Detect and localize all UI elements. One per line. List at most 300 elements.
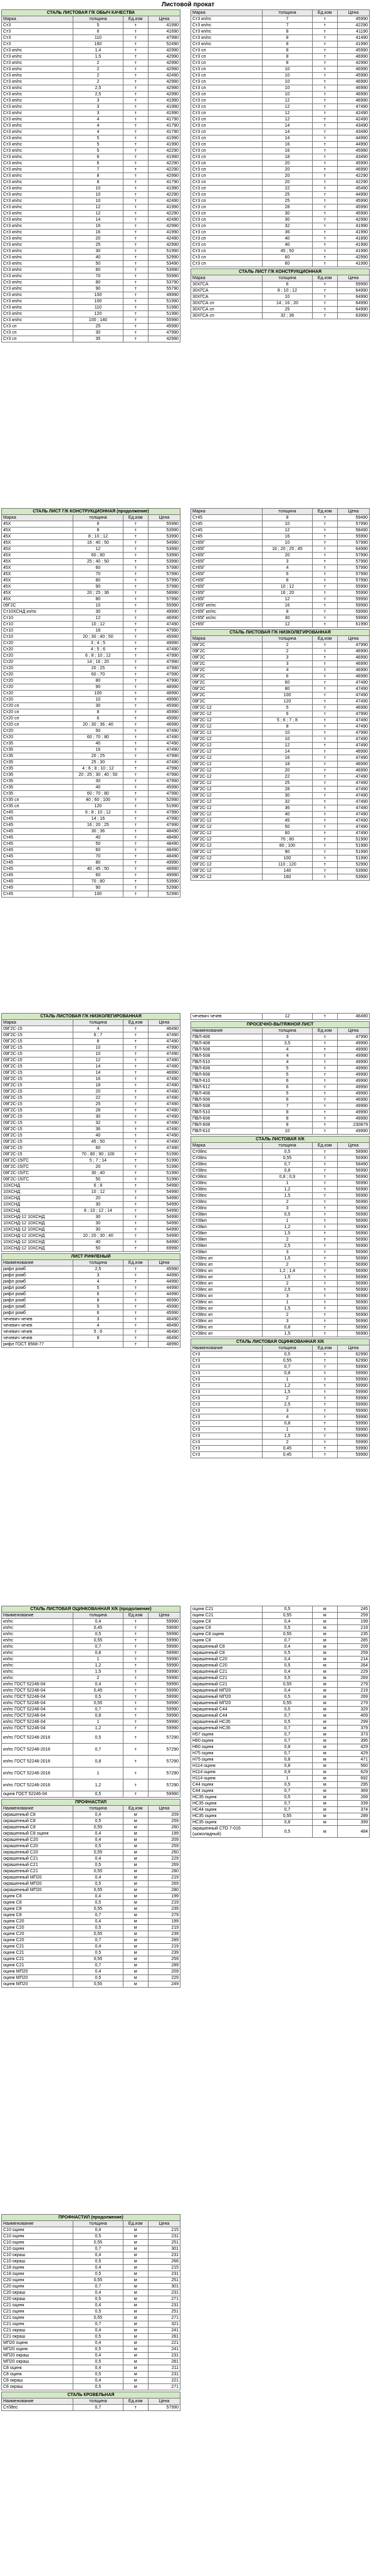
cell-thickness: 18 xyxy=(263,154,313,161)
table-row xyxy=(191,1370,370,1377)
cell-grade: Ст10 xyxy=(2,634,73,640)
cell-grade: кп/пс ГОСТ 52246-2016 xyxy=(2,1779,73,1791)
cell-thickness: 30 xyxy=(73,1221,123,1227)
cell-grade: оцинк С21 xyxy=(2,1963,73,1969)
cell-price: 59990 xyxy=(337,1408,369,1414)
cell-unit: т xyxy=(123,305,148,311)
cell-price: 47490 xyxy=(148,647,180,653)
cell-grade: Ст35 xyxy=(2,778,73,785)
table-row xyxy=(191,1725,370,1732)
cell-unit: т xyxy=(312,179,337,186)
cell-thickness: 100 xyxy=(73,891,123,898)
cell-price: 56990 xyxy=(337,1224,369,1231)
cell-grade: 09Г2С-12 xyxy=(191,718,263,724)
cell-unit: т xyxy=(123,622,148,628)
cell-grade: Ст3 кп/пс xyxy=(2,104,73,110)
cell-grade: 10ХСНД-12 10ХСНД xyxy=(2,1246,73,1252)
table-row xyxy=(191,1383,370,1389)
cell-thickness: 7 xyxy=(263,1103,313,1110)
cell-grade: Ст3 сп xyxy=(191,66,263,73)
cell-grade: Ст3 xyxy=(2,41,73,48)
cell-grade: кп/пс xyxy=(2,1663,73,1669)
table-row xyxy=(2,1956,180,1963)
table-row xyxy=(191,41,370,48)
cell-unit: м xyxy=(123,1900,148,1906)
cell-thickness: 10 xyxy=(263,521,313,527)
cell-grade: Ст3 кп/пс xyxy=(2,117,73,123)
table-row xyxy=(2,54,180,60)
table-row xyxy=(2,816,180,822)
table-row xyxy=(2,728,180,734)
cell-unit: м xyxy=(312,1820,337,1826)
cell-grade: МП20 окраш xyxy=(2,2359,73,2365)
cell-grade: Ст20 сп xyxy=(2,722,73,728)
cell-unit: т xyxy=(312,1452,337,1458)
cell-thickness: 14 xyxy=(73,217,123,223)
cell-price: 231 xyxy=(148,2290,180,2296)
cell-thickness: 80 ; 100 xyxy=(263,843,313,849)
section-title: ПРОФНАСТИЛ xyxy=(2,1799,180,1806)
cell-grade: Ст08пс кп xyxy=(191,1325,263,1331)
cell-grade: ПВЛ-508 xyxy=(191,1053,263,1059)
cell-thickness: 5 xyxy=(73,142,123,148)
cell-thickness: 0,4 xyxy=(73,1944,123,1950)
cell-grade: 09Г2С-15 xyxy=(2,1126,73,1133)
cell-unit: т xyxy=(123,1183,148,1189)
table-row xyxy=(191,1820,370,1826)
table-row xyxy=(2,1950,180,1956)
cell-price: 41990 xyxy=(148,154,180,161)
table-row xyxy=(2,242,180,248)
cell-unit: т xyxy=(123,1285,148,1291)
table-row xyxy=(2,879,180,885)
cell-grade: окрашенный МП20 xyxy=(2,1881,73,1887)
table-row xyxy=(191,571,370,578)
cell-thickness: 40 xyxy=(73,255,123,261)
cell-grade: окрашенный С21 xyxy=(2,1862,73,1868)
table-row xyxy=(2,1202,180,1208)
cell-unit: т xyxy=(123,1688,148,1694)
cell-grade: 30ХГСА xyxy=(191,288,263,294)
section-header xyxy=(191,630,370,636)
cell-unit: т xyxy=(123,1164,148,1170)
cell-grade: Ст20 xyxy=(2,697,73,703)
cell-unit: т xyxy=(312,1312,337,1318)
cell-grade: Ст08пс кп xyxy=(191,1256,263,1262)
cell-thickness: 4 xyxy=(73,1323,123,1329)
cell-grade: С20 окраш xyxy=(2,2296,73,2303)
table-row xyxy=(2,223,180,230)
cell-grade: Ст3 xyxy=(191,1439,263,1446)
cell-price: 46990 xyxy=(337,674,369,680)
cell-unit: т xyxy=(123,1158,148,1164)
table-row xyxy=(2,1868,180,1875)
cell-thickness: 6 xyxy=(263,1097,313,1103)
table-row xyxy=(2,186,180,192)
table-row xyxy=(2,841,180,847)
cell-grade: Ст3 сп xyxy=(2,336,73,342)
table-row xyxy=(191,521,370,527)
header-unit: Ед.изм xyxy=(312,509,337,515)
table-row xyxy=(2,2321,180,2328)
cell-grade: Ст65Г xyxy=(191,559,263,565)
table-row xyxy=(2,885,180,891)
cell-price: 57290 xyxy=(148,1732,180,1744)
table-row xyxy=(191,1433,370,1439)
table-row xyxy=(191,1631,370,1638)
cell-unit: м xyxy=(312,1719,337,1725)
column-header-row xyxy=(191,10,370,16)
table-row xyxy=(2,1812,180,1818)
table-hot-rolled-ordinary xyxy=(1,9,180,342)
cell-thickness: 60 xyxy=(263,261,313,267)
cell-price: 47990 xyxy=(148,822,180,829)
cell-price: 49990 xyxy=(337,1116,369,1122)
cell-thickness: 60 ; 70 ; 80 xyxy=(73,791,123,797)
cell-price: 41490 xyxy=(337,35,369,41)
cell-thickness: 0,8 xyxy=(263,1820,313,1826)
cell-price: 46490 xyxy=(337,1014,369,1020)
cell-thickness: 1,2 xyxy=(263,1224,313,1231)
column-header-row xyxy=(191,275,370,282)
cell-unit: т xyxy=(123,559,148,565)
cell-price: 44990 xyxy=(148,1279,180,1285)
table-row xyxy=(2,1912,180,1919)
cell-grade: ПВЛ-508 xyxy=(191,1103,263,1110)
cell-thickness: 2 xyxy=(263,1262,313,1268)
cell-unit: т xyxy=(123,1145,148,1152)
cell-grade: Ст35 xyxy=(2,785,73,791)
cell-thickness: 0,4 xyxy=(73,1894,123,1900)
cell-unit: м xyxy=(123,1837,148,1843)
cell-grade: Ст45 xyxy=(2,835,73,841)
cell-grade: Ст3 xyxy=(191,1358,263,1364)
cell-grade: оцинк МП20 xyxy=(2,1981,73,1988)
cell-unit: т xyxy=(312,1281,337,1287)
cell-grade: 09Г2С-15 xyxy=(2,1145,73,1152)
cell-thickness: 0,8 xyxy=(263,1370,313,1377)
cell-grade: Ст08кп xyxy=(191,1249,263,1256)
cell-unit: м xyxy=(312,1813,337,1820)
cell-grade: Ст3 сп xyxy=(191,54,263,60)
cell-grade: Ст65Г xyxy=(191,571,263,578)
column-header-row xyxy=(2,1613,180,1619)
cell-price: 230879 xyxy=(337,1122,369,1128)
cell-unit: т xyxy=(312,862,337,868)
cell-thickness: 1,5 xyxy=(263,1256,313,1262)
cell-price: 42990 xyxy=(148,54,180,60)
cell-thickness: 0,4 xyxy=(73,2227,123,2234)
cell-price: 56990 xyxy=(337,1256,369,1262)
cell-price: 471 xyxy=(337,1757,369,1763)
cell-grade: кп/пс xyxy=(2,1656,73,1663)
cell-unit: м xyxy=(312,1675,337,1682)
table-row xyxy=(2,1239,180,1246)
cell-thickness: 10 xyxy=(263,540,313,546)
cell-price: 47490 xyxy=(148,734,180,741)
cell-thickness: 20 xyxy=(263,161,313,167)
table-row xyxy=(191,104,370,110)
table-row xyxy=(191,1187,370,1193)
cell-grade: рифл ромб xyxy=(2,1285,73,1291)
cell-grade: С21 окраш xyxy=(2,2328,73,2334)
table-row xyxy=(191,1110,370,1116)
table-row xyxy=(191,622,370,628)
cell-grade: оцинк С8 xyxy=(191,1619,263,1625)
cell-price: 41990 xyxy=(337,261,369,267)
table-row xyxy=(2,2252,180,2259)
cell-unit: т xyxy=(312,1383,337,1389)
cell-price: 59990 xyxy=(148,1719,180,1725)
cell-thickness: 14 xyxy=(73,1070,123,1076)
cell-price: 47490 xyxy=(148,1101,180,1108)
cell-unit: т xyxy=(312,559,337,565)
cell-thickness: 14 xyxy=(263,129,313,135)
table-row xyxy=(191,1122,370,1128)
cell-grade: окрашенный С8 xyxy=(2,1825,73,1831)
cell-price: 219 xyxy=(337,1625,369,1631)
cell-unit: т xyxy=(123,1700,148,1707)
cell-thickness: 0,7 xyxy=(73,2284,123,2290)
cell-unit: т xyxy=(312,282,337,288)
cell-unit: т xyxy=(312,749,337,755)
table-row xyxy=(2,161,180,167)
cell-price: 59990 xyxy=(148,1631,180,1638)
cell-unit: т xyxy=(312,142,337,148)
cell-unit: т xyxy=(312,307,337,313)
table-row xyxy=(2,665,180,672)
cell-unit: т xyxy=(312,680,337,686)
cell-grade: Ст20 xyxy=(2,728,73,734)
cell-thickness: 10 ; 12 xyxy=(73,622,123,628)
cell-price: 42990 xyxy=(148,92,180,98)
cell-grade: Ст3 кп/пс xyxy=(2,73,73,79)
cell-unit: т xyxy=(123,1208,148,1214)
cell-grade: Ст08пс xyxy=(191,1180,263,1187)
cell-price: 260 xyxy=(148,1850,180,1856)
table-row xyxy=(191,123,370,129)
cell-thickness: 0,5 xyxy=(73,2384,123,2390)
cell-price: 47490 xyxy=(337,824,369,830)
cell-grade: Ст08пс xyxy=(191,1162,263,1168)
cell-price: 339 xyxy=(337,1801,369,1807)
cell-grade: рифл ромб xyxy=(2,1310,73,1317)
cell-grade: Ст3 сп xyxy=(191,230,263,236)
block-hot-rolled-ordinary-cont xyxy=(191,9,370,319)
header-name: Наименование xyxy=(2,2398,73,2405)
cell-price: 51990 xyxy=(337,856,369,862)
cell-price: 45990 xyxy=(337,48,369,54)
cell-price: 47990 xyxy=(337,711,369,718)
cell-price: 55990 xyxy=(337,584,369,590)
cell-price: 229 xyxy=(148,1856,180,1862)
cell-unit: м xyxy=(123,2271,148,2277)
cell-price: 53990 xyxy=(148,527,180,534)
cell-unit: т xyxy=(312,98,337,104)
cell-unit: т xyxy=(123,23,148,29)
cell-price: 48990 xyxy=(148,866,180,872)
cell-price: 47490 xyxy=(337,780,369,787)
cell-grade: Ст45 xyxy=(2,810,73,816)
cell-grade: чечевич чечев xyxy=(2,1335,73,1342)
table-row xyxy=(191,1650,370,1656)
cell-unit: т xyxy=(123,1335,148,1342)
cell-unit: т xyxy=(312,1402,337,1408)
cell-thickness: 4 xyxy=(73,1279,123,1285)
cell-grade: 09Г2С-12 xyxy=(191,874,263,881)
cell-price: 47490 xyxy=(148,1114,180,1120)
cell-thickness: 7 xyxy=(263,23,313,29)
table-row xyxy=(2,847,180,854)
cell-unit: т xyxy=(312,300,337,307)
section-title: СТАЛЬ ЛИСТОВАЯ Х/К xyxy=(191,1137,370,1143)
table-row xyxy=(2,521,180,527)
cell-price: 48490 xyxy=(148,835,180,841)
cell-grade: 09Г2С-15 xyxy=(2,1114,73,1120)
cell-thickness: 0,55 xyxy=(263,1700,313,1707)
cell-unit: т xyxy=(123,791,148,797)
cell-price: 42990 xyxy=(337,217,369,223)
cell-thickness: 20 xyxy=(73,236,123,242)
cell-unit: т xyxy=(312,667,337,674)
cell-unit: м xyxy=(123,2290,148,2296)
cell-thickness: 5 xyxy=(263,1091,313,1097)
cell-grade: Ст20 сп xyxy=(2,709,73,716)
cell-price: 51990 xyxy=(148,1164,180,1170)
cell-price: 55990 xyxy=(148,521,180,527)
table-row xyxy=(191,142,370,148)
table-profiled-sheet-right xyxy=(191,1606,370,1838)
cell-price: 56990 xyxy=(337,1180,369,1187)
cell-unit: т xyxy=(123,299,148,305)
cell-grade: Ст3 xyxy=(191,1408,263,1414)
cell-grade: С8 окраш xyxy=(2,2378,73,2384)
table-row xyxy=(191,1066,370,1072)
table-row xyxy=(191,1788,370,1794)
cell-thickness: 8 xyxy=(263,609,313,615)
cell-price: 49990 xyxy=(148,640,180,647)
cell-thickness: 0,55 xyxy=(73,2315,123,2321)
cell-grade: окрашенный СТО 7-016 (шоколадный) xyxy=(191,1826,263,1838)
cell-thickness: 60 xyxy=(73,872,123,879)
header-unit: Ед.изм xyxy=(312,1028,337,1034)
cell-price: 429 xyxy=(337,1751,369,1757)
cell-thickness: 100 xyxy=(73,292,123,299)
cell-grade: Ст20 xyxy=(2,678,73,684)
cell-price: 57990 xyxy=(337,571,369,578)
table-row xyxy=(2,1656,180,1663)
cell-thickness: 30 xyxy=(263,793,313,799)
cell-thickness: 0,7 xyxy=(263,1788,313,1794)
cell-unit: т xyxy=(123,678,148,684)
cell-thickness: 0,5 xyxy=(73,1950,123,1956)
cell-grade: оцинк С21 xyxy=(191,1613,263,1619)
cell-thickness: 4 xyxy=(263,1047,313,1053)
cell-unit: т xyxy=(123,1744,148,1756)
cell-unit: м xyxy=(123,1944,148,1950)
cell-grade: Ст3 сп xyxy=(191,154,263,161)
table-row xyxy=(2,1756,180,1768)
cell-thickness: 30 xyxy=(263,211,313,217)
cell-price: 45990 xyxy=(148,634,180,640)
cell-price: 51990 xyxy=(148,299,180,305)
table-row xyxy=(2,1266,180,1273)
table-row xyxy=(2,98,180,104)
cell-grade: Н75 оцинк xyxy=(191,1757,263,1763)
cell-unit: м xyxy=(123,2309,148,2315)
cell-grade: оцинк С8 xyxy=(191,1638,263,1644)
cell-price: 47490 xyxy=(337,830,369,837)
cell-grade: 45Х xyxy=(2,559,73,565)
cell-grade: кп/пс ГОСТ 52246-2016 xyxy=(2,1768,73,1779)
table-row xyxy=(2,1925,180,1931)
cell-thickness: 20 ; 30 ; 36 ; 40 xyxy=(73,722,123,728)
cell-unit: т xyxy=(312,1249,337,1256)
cell-price: 47490 xyxy=(337,755,369,761)
table-row xyxy=(191,1268,370,1275)
cell-unit: т xyxy=(123,1304,148,1310)
cell-unit: т xyxy=(123,1101,148,1108)
cell-unit: т xyxy=(123,1089,148,1095)
table-row xyxy=(191,294,370,300)
cell-price: 56990 xyxy=(337,1174,369,1180)
cell-price: 46990 xyxy=(148,1070,180,1076)
cell-price: 47490 xyxy=(337,812,369,818)
cell-grade: Ст3 сп xyxy=(191,179,263,186)
cell-grade: Ст3 кп/пс xyxy=(2,60,73,66)
cell-unit: т xyxy=(123,760,148,766)
cell-thickness: 6 xyxy=(263,1084,313,1091)
table-row xyxy=(191,856,370,862)
table-row xyxy=(2,110,180,117)
table-row xyxy=(2,123,180,129)
cell-thickness: 30 xyxy=(73,1114,123,1120)
cell-unit: т xyxy=(312,1206,337,1212)
cell-thickness: 10 xyxy=(263,73,313,79)
cell-unit: т xyxy=(312,546,337,553)
cell-unit: т xyxy=(312,805,337,812)
cell-grade: 10ХСНД-12 10ХСНД xyxy=(2,1233,73,1239)
cell-price: 56990 xyxy=(337,1187,369,1193)
cell-price: 59990 xyxy=(148,1688,180,1694)
cell-price: 221 xyxy=(148,2378,180,2384)
cell-price: 47990 xyxy=(148,678,180,684)
table-row xyxy=(191,1231,370,1237)
cell-price: 53790 xyxy=(148,280,180,286)
cell-grade: 09Г2С-15 xyxy=(2,1076,73,1083)
cell-thickness: 14 ; 16 ; 20 xyxy=(73,659,123,665)
cell-thickness: 28 xyxy=(263,204,313,211)
cell-price: 56990 xyxy=(337,1268,369,1275)
cell-thickness: 6 xyxy=(73,29,123,35)
cell-thickness: 6 ; 8 ; 10 ; 12 xyxy=(73,810,123,816)
table-row xyxy=(191,1084,370,1091)
cell-grade: Ст45 xyxy=(2,891,73,898)
cell-unit: т xyxy=(123,847,148,854)
cell-grade: Ст08пс кп xyxy=(191,1293,263,1300)
cell-grade: оцинк ГОСТ 52246-04 xyxy=(2,1791,73,1798)
cell-grade: НС35 оцинк xyxy=(191,1794,263,1801)
cell-thickness: 30 xyxy=(73,248,123,255)
table-row xyxy=(2,1221,180,1227)
cell-grade: Ст65Г xyxy=(191,553,263,559)
table-row xyxy=(2,1317,180,1323)
cell-unit: м xyxy=(123,1831,148,1837)
cell-price: 54990 xyxy=(148,1214,180,1221)
cell-unit: т xyxy=(123,1070,148,1076)
cell-thickness: 14 ; 16 ; 20 xyxy=(263,300,313,307)
cell-unit: т xyxy=(312,1078,337,1084)
